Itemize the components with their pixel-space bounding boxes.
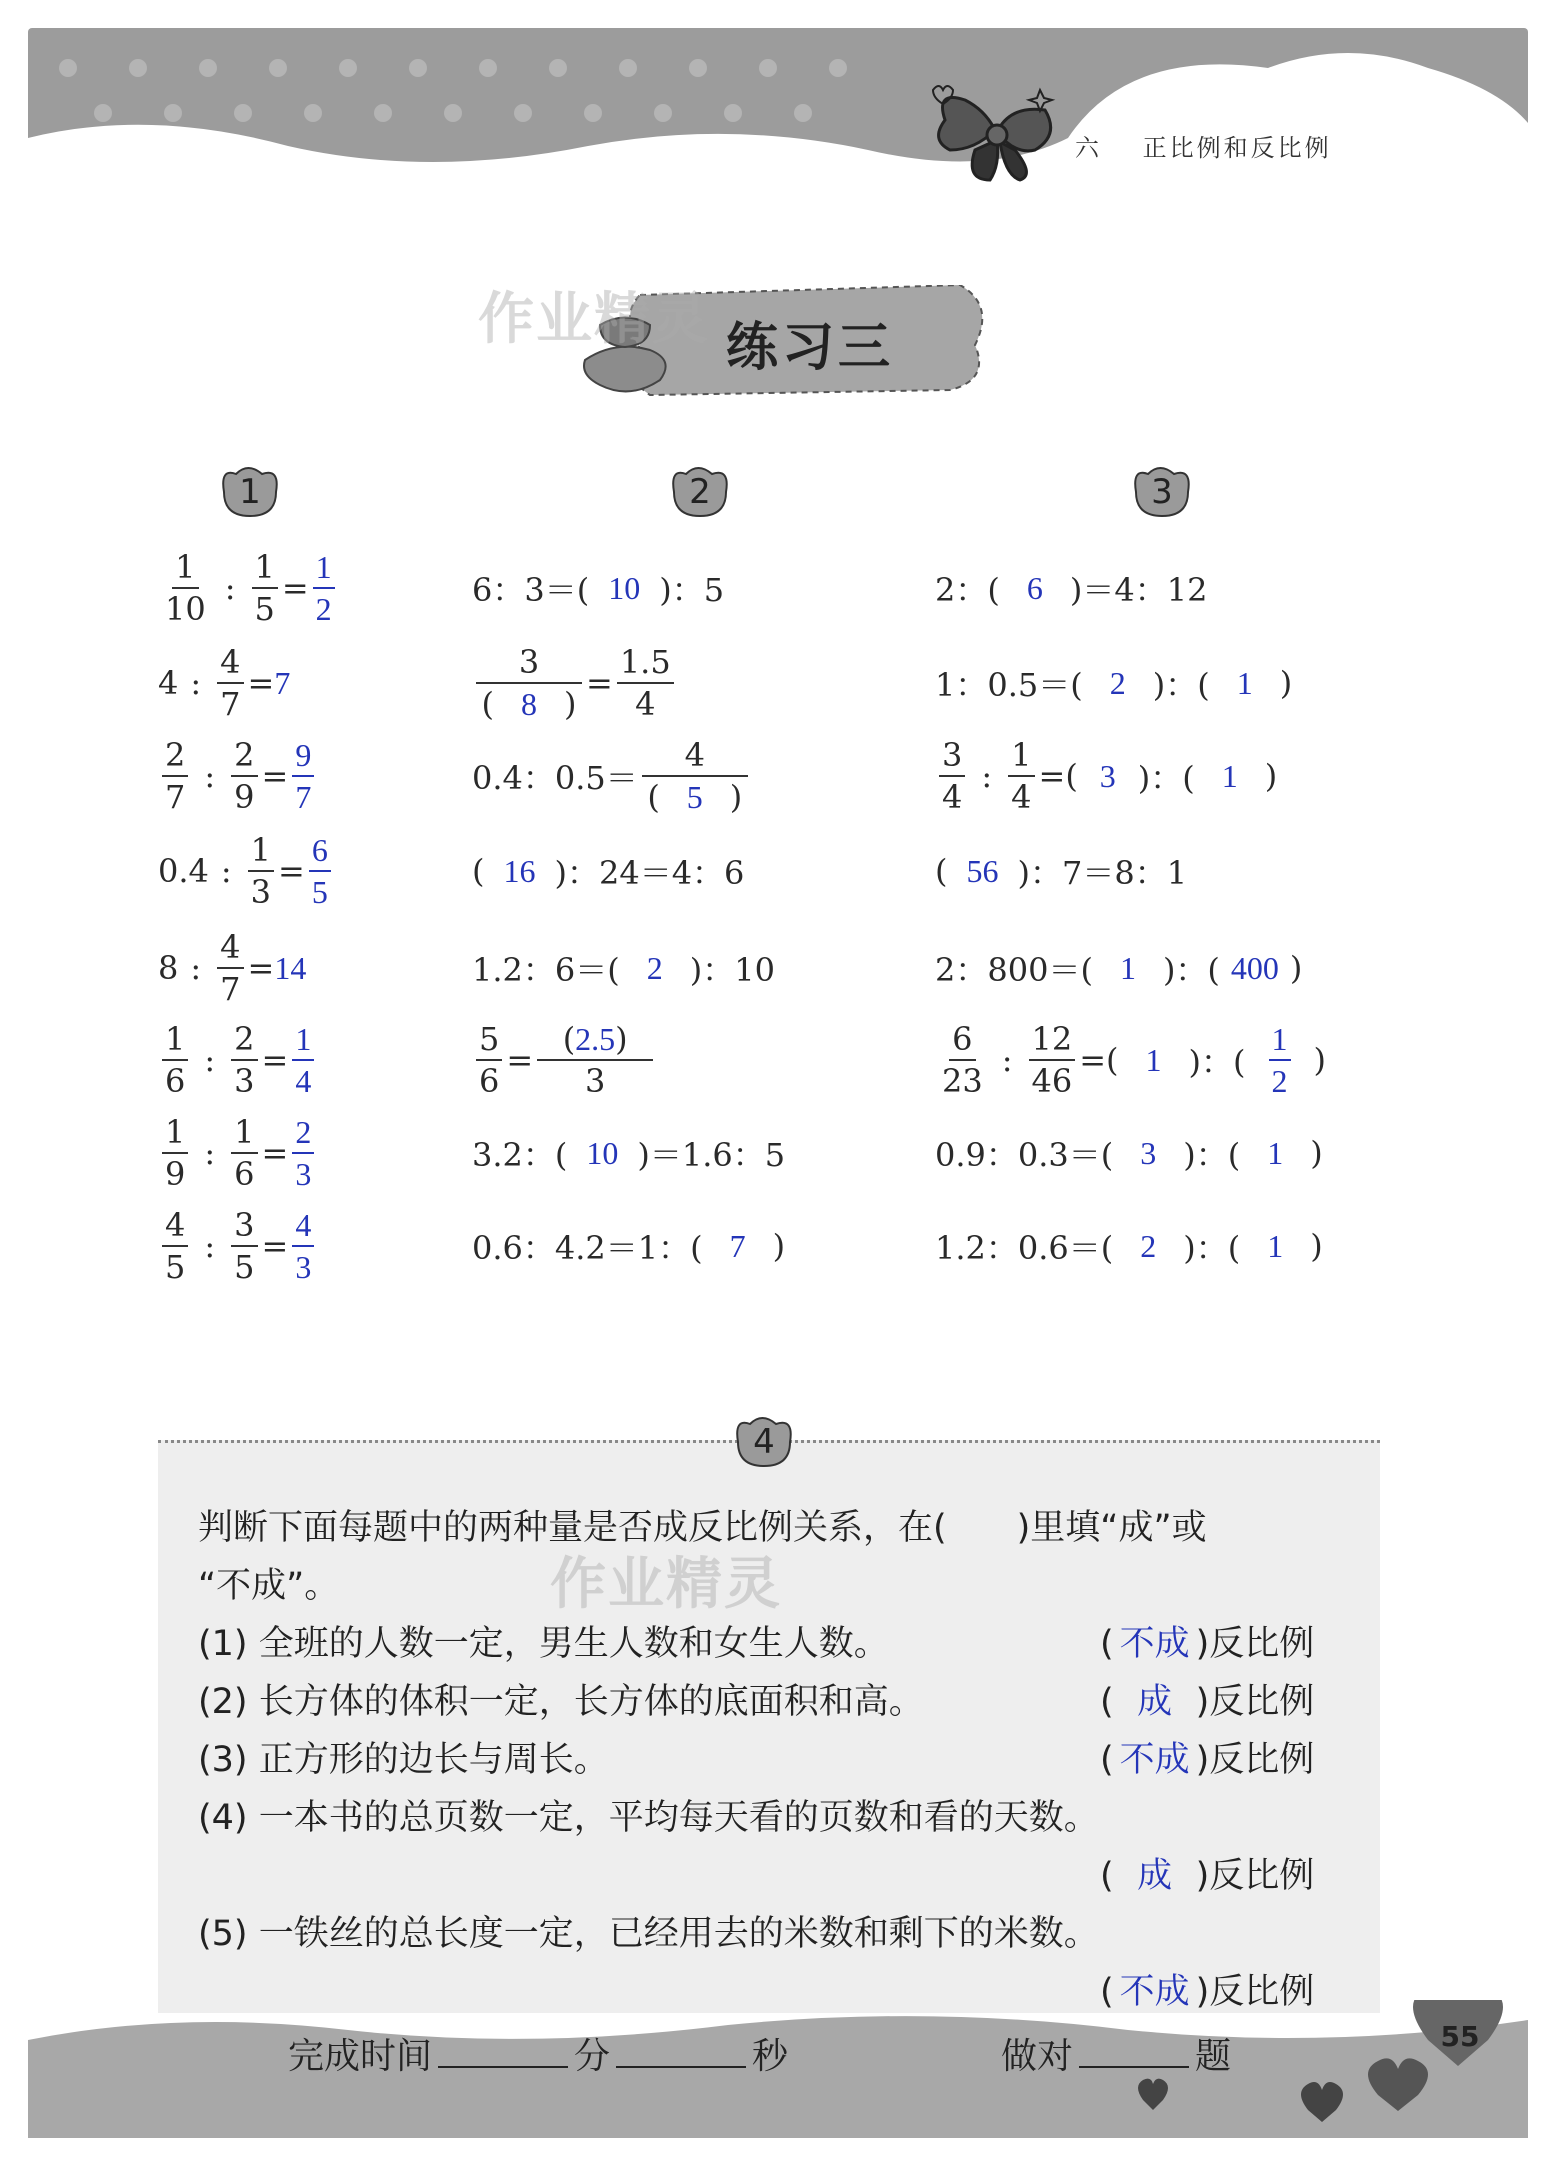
answer: 1 [1145,1041,1162,1078]
page-number: 55 [1440,2020,1480,2053]
col1-row-6: $\frac{1}{6}$ : $\frac{2}{3}$ = $\frac{1}{4}$ [158,1017,318,1103]
answer: 10 [608,569,641,606]
q4-item-2: (2) 长方体的体积一定，长方体的底面积和高。 [198,1682,924,1722]
answer: 1 [1119,949,1136,986]
chapter-title: 正比例和反比例 [1142,134,1332,162]
answer: 5 [686,779,703,815]
col3-row-4: ( 56 )：7＝8：1 [935,852,1188,892]
col3-row-7: 0.9：0.3＝( 3 )：( 1 ) [935,1134,1323,1174]
col3-row-3: $\frac{3}{4}$ : $\frac{1}{4}$ =( 3 )：( 1 ) [935,733,1277,819]
q4-item-3: (3) 正方形的边长与周长。 [198,1740,609,1780]
q4-item-4-answer: ( 成 )反比例 [1100,1856,1315,1896]
answer: 2 [1109,664,1126,701]
col1-row-8: $\frac{4}{5}$ : $\frac{3}{5}$ = $\frac{4}{3}$ [158,1203,318,1289]
answer: $\frac{4}{3}$ [292,1205,314,1287]
col2-row-1: 6：3＝( 10 )：5 [472,569,725,609]
col2-row-6: $\frac{5}{6}$ = $\frac{(2.5)}{3}$ [472,1017,657,1103]
col1-row-5: 8 : $\frac{4}{7}$ = 14 [158,928,307,1008]
answer: 2.5 [575,1021,616,1057]
answer: 3 [1099,757,1116,794]
answer: 400 [1230,949,1279,986]
answer: $\frac{2}{3}$ [292,1112,314,1194]
q4-item-5: (5) 一铁丝的总长度一定，已经用去的米数和剩下的米数。 [198,1914,1099,1954]
q4-item-2-answer: ( 成 )反比例 [1100,1682,1315,1722]
question-1-badge: 1 [218,462,282,518]
bow-decoration-icon [925,80,1065,190]
q4-item-4: (4) 一本书的总页数一定，平均每天看的页数和看的天数。 [198,1798,1099,1838]
correct-count-blank[interactable] [1079,2036,1189,2068]
answer: 16 [503,852,536,889]
chapter-heading [1075,128,1332,163]
answer: $\frac{1}{4}$ [292,1019,314,1101]
answer: 2 [1140,1227,1157,1264]
seconds-blank[interactable] [616,2036,746,2068]
q4-instruction-line-1: 判断下面每题中的两种量是否成反比例关系，在( )里填“成”或 [198,1508,1207,1548]
col3-row-6: $\frac{6}{23}$ : $\frac{12}{46}$ =( 1 )：( $\frac{1}{2}$ ) [942,1020,1326,1100]
q4-item-1: (1) 全班的人数一定，男生人数和女生人数。 [198,1624,889,1664]
col2-row-4: ( 16 )：24＝4：6 [472,852,745,892]
answer: 56 [966,852,999,889]
question-4-badge: 4 [732,1412,796,1468]
answer: $\frac{1}{2}$ [1250,1019,1310,1101]
col3-row-8: 1.2：0.6＝( 2 )：( 1 ) [935,1227,1323,1267]
col2-row-3: 0.4：0.5＝ $\frac{4}{( 5 )}$ [472,733,752,819]
chapter-number: 六 [1075,134,1102,162]
answer: 1 [1221,757,1238,794]
exercise-title: 练习三 [725,318,894,378]
answer: 10 [586,1134,619,1171]
answer: 1 [1267,1134,1284,1171]
question-3-badge: 3 [1130,462,1194,518]
watermark: 作业精灵 [550,1552,782,1617]
q4-item-5-answer: ( 不成 )反比例 [1100,1972,1315,2012]
completion-time-label: 完成时间 [288,2036,433,2077]
answer: $\frac{1}{2}$ [313,547,335,629]
answer: 1 [1236,664,1253,701]
col1-row-2: 4 : $\frac{4}{7}$ = 7 [158,643,291,723]
answer: 14 [274,949,307,986]
col1-row-7: $\frac{1}{9}$ : $\frac{1}{6}$ = $\frac{2}{3}$ [158,1110,318,1196]
answer: 8 [521,686,537,722]
col1-row-4: 0.4 : $\frac{1}{3}$ = $\frac{6}{5}$ [158,828,335,914]
answer: 7 [274,664,291,701]
minutes-blank[interactable] [438,2036,568,2068]
col2-row-8: 0.6：4.2＝1：( 7 ) [472,1227,786,1267]
col3-row-5: 2：800＝( 1 )：( 400 ) [935,949,1303,989]
col2-row-2: $\frac{3}{( 8 )}$ = $\frac{1.5}{4}$ [472,640,678,726]
col1-row-1: $\frac{1}{10}$ : $\frac{1}{5}$ = $\frac{1}{2}$ [158,545,339,631]
completion-record: 完成时间 分 秒 做对 题 [288,2036,1231,2077]
answer: $\frac{9}{7}$ [292,735,314,817]
col2-row-7: 3.2：( 10 )＝1.6：5 [472,1134,786,1174]
q4-item-3-answer: ( 不成 )反比例 [1100,1740,1315,1780]
watermark: 作业精灵 [478,287,710,352]
col1-row-3: $\frac{2}{7}$ : $\frac{2}{9}$ = $\frac{9}{7}$ [158,733,318,819]
answer: 1 [1267,1227,1284,1264]
answer: $\frac{6}{5}$ [309,830,331,912]
answer: 3 [1140,1134,1157,1171]
col2-row-5: 1.2：6＝( 2 )：10 [472,949,775,989]
answer: 6 [1026,569,1043,606]
question-2-badge: 2 [668,462,732,518]
q4-instruction-line-2: “不成”。 [198,1566,340,1606]
col3-row-2: 1：0.5＝( 2 )：( 1 ) [935,664,1293,704]
answer: 7 [729,1227,746,1264]
col3-row-1: 2：( 6 )＝4：12 [935,569,1208,609]
answer: 2 [646,949,663,986]
q4-item-1-answer: ( 不成 )反比例 [1100,1624,1315,1664]
correct-count-label: 做对 [1000,2036,1073,2077]
